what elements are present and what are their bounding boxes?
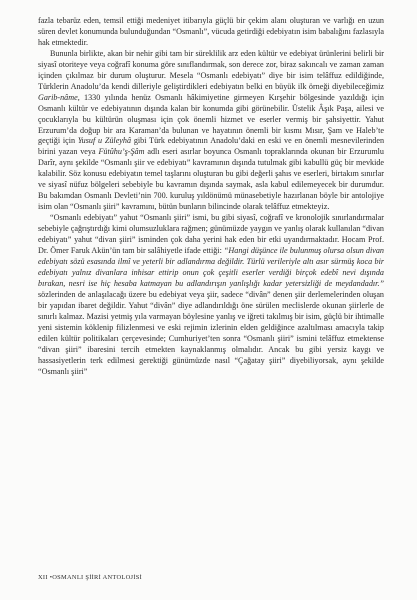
paragraph-divan-term [38,213,384,377]
running-title: OSMANLI ŞİİRİ ANTOLOJİSİ [52,574,143,581]
italic-work-title: Garib-nâme [38,92,78,102]
text-segment: , 1330 yılında henüz Osmanlı hâkimiyetine girmeyen Kırşehir bölgesinde yazıldığı için Osmanlı kültür ve edebiyatının dışında kalan bir konumda gibi görünebilir. Üstelik Âşık Paşa, ailesi ve çocuklarıyla bu kültürün oluşması için çok önemli hizmet ve eserler vermiş bir şahsiyettir. Yahut Erzurum’da doğup bir ara Karaman’da bulunan ve hayatının önemli bir kısmı Mısır, Şam ve Haleb’te geçtiği için [38,92,384,146]
italic-work-title: Yusuf u Züleyhâ [77,136,132,146]
paragraph-naming-problem [38,49,384,213]
page-number: XII [38,574,48,581]
italic-work-title: Fütûhu’ş-Şâm [98,147,145,157]
text-segment: gibi Türk edebiyatının Anadolu’daki en eski ve en önemli mesnevilerinden birini yazan veya [38,136,385,157]
footer-separator: • [49,574,53,581]
paragraph-intro [38,16,384,49]
text-segment: Bununla birlikte, akan bir nehir gibi tam bir süreklilik arz eden kültür ve edebiyat ürünlerini belirli bir siyasî otoriteye veya coğrafî konuma göre sınıflandırmak, son derece zor, biraz sakıncalı ve zaman zaman içinden çıkılmaz bir durum oluşturur. Mesela “Osmanlı edebiyatı” diye bir isim telâffuz edildiğinde, Türklerin Anadolu’da kendi dilleriyle geliştirdikleri edebiyatın belki en büyük ilk örneği diyebileceğimiz [38,48,384,91]
text-segment: fazla tebarüz eden, temsil ettiği medeniyet itibarıyla güçlü bir çekim alanı oluşturan ve varlığı en uzun süren devlet konumunda bulunduğundan “Osmanlı”, vücuda getirdiği edebiyatın isim babalığını fazlasıyla hak etmektedir. [38,16,384,47]
page-body [38,16,384,377]
text-segment: adlı eseri asırlar boyunca Osmanlı topraklarında okunan bir Erzurumlu Darîr, aynı şekilde “Osmanlı şiir ve edebiyatı” kavramının dışında tutulmak gibi kabullü güç bir mevkide kalabilir. Söz konusu edebiyatın temel taşlarını oluşturan bu gibi değerli şahıs ve eserleri, birtakım sınırlar ve siyasî nüfuz bölgeleri sebebiyle bu kavramın dışında saymak, asla kabul edilemeyecek bir durumdur. Bu bakımdan Osmanlı Devleti’nin 700. kuruluş yıldönümü münasebetiyle hazırlanan böyle bir antolojiye isim olan “Osmanlı şiiri” kavramını, bütün bunların bilincinde olarak telâffuz etmekteyiz. [38,147,384,212]
text-segment: “Osmanlı edebiyatı” yahut “Osmanlı şiiri” ismi, bu gibi siyasî, coğrafî ve kronolojik sınırlandırmalar sebebiyle çağrıştırdığı kimi olumsuzluklara rağmen; günümüzde yaygın ve yanlış olarak kullanılan “divan edebiyatı” yahut “divan şiiri” isminden çok daha yerini hak eden bir etki uyandırmaktadır. Hocam Prof. Dr. Ömer Faruk Akün’ün tam bir salâhiyetle ifade ettiği: [38,213,384,256]
text-segment: sözlerinden de anlaşılacağı üzere bu edebiyat veya şiir, sadece “divân” denen şiir derlemelerinden oluşan bir yapıdan ibaret değildir. Yahut “divân” diye adlandırıldığı öne sürülen meclislerde okunan şiirlerle de sınırlı kalmaz. Mazisi yetmiş yıla varmayan böylesine yanlış ve iğreti takılmış bir isim, güçlü bir ihtimalle yeni sistemin köklenip filizlenmesi ve eski rejimin izlerinin elden geldiğince azaltılması amacıyla takip edilen kültür politikaları çerçevesinde; Cumhuriyet’ten sonra “Osmanlı şiiri” ismini telâffuz etmektense “divan şiiri” ibaresini tercih etmekten kaynaklanmış olmalıdır. Ancak bu gibi yersiz kaygı ve hassasiyetlerin terk edilmesi gerektiği günümüzde nasıl “Çağatay şiiri” diyebiliyorsak, aynı şekilde “Osmanlı şiiri” [38,289,384,376]
italic-quotation: “Hangi düşünce ile bulunmuş olursa olsun divan edebiyatı sözü esasında ilmî ve yeterli bir adlandırma değildir. Türlü verileriyle altı asır sürmüş koca bir edebiyatı yalnız divanlara inhisar ettirip onun çok çeşitli eserler verdiği birçok edebî nevi dışında bırakan, nesri ise hiç hesaba katmayan bu adlandırışın yanlışlığı kadar yetersizliği de meydandadır.” [38,246,384,288]
page-footer [38,574,142,581]
